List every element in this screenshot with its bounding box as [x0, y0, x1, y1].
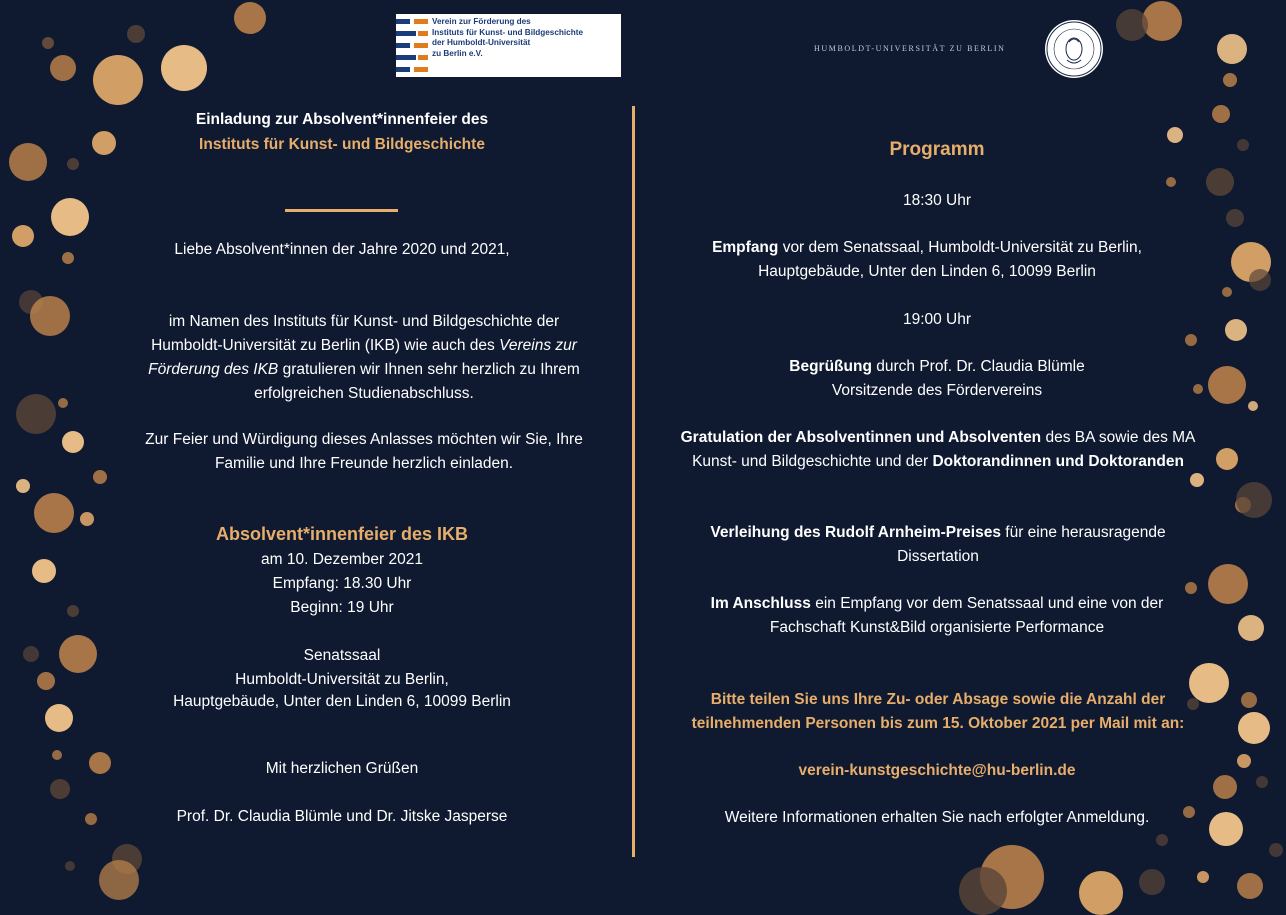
bokeh-dot	[1185, 334, 1197, 346]
item2-line2: Vorsitzende des Fördervereins	[831, 382, 1043, 399]
program-item-empfang	[674, 236, 1180, 284]
bokeh-dot	[1237, 754, 1251, 768]
bokeh-dot	[16, 479, 30, 493]
invitation-paragraph: Zur Feier und Würdigung dieses Anlasses möchten wir Sie, Ihre Familie und Ihre Freunde herzlich einladen.	[145, 431, 583, 472]
verein-logo	[396, 14, 621, 77]
bokeh-dot	[1216, 448, 1238, 470]
footer-info: Weitere Informationen erhalten Sie nach erfolgter Anmeldung.	[724, 809, 1150, 826]
venue-address: Hauptgebäude, Unter den Linden 6, 10099 Berlin	[173, 693, 511, 710]
item3-bold: Gratulation der Absolventinnen und Absolventen	[680, 429, 1042, 446]
bokeh-dot	[1197, 871, 1209, 883]
verein-logo-text: Verein zur Förderung des Instituts für Kunst- und Bildgeschichte der Humboldt-Universität zu Berlin e.V.	[432, 17, 584, 58]
hu-wordmark: HUMBOLDT-UNIVERSITÄT ZU BERLIN	[814, 44, 1006, 53]
invitation-title-line2: Instituts für Kunst- und Bildgeschichte	[199, 136, 485, 153]
item2-bold: Begrüßung	[789, 358, 872, 375]
bokeh-dot	[16, 394, 56, 434]
para1-text-b: gratulieren wir Ihnen sehr herzlich zu Ihrem erfolgreichen Studienabschluss.	[254, 361, 580, 402]
bokeh-dot	[1241, 692, 1257, 708]
bokeh-dot	[1213, 775, 1237, 799]
bokeh-dot	[959, 867, 1007, 915]
bokeh-dot	[1238, 712, 1270, 744]
bokeh-dot	[234, 2, 266, 34]
program-item-begruessung	[672, 355, 1202, 403]
bokeh-dot	[37, 672, 55, 690]
bokeh-dot	[67, 605, 79, 617]
humboldt-seal-icon	[1045, 20, 1103, 78]
bokeh-dot	[34, 493, 74, 533]
bokeh-dot	[1079, 871, 1123, 915]
bokeh-dot	[45, 704, 73, 732]
venue-university: Humboldt-Universität zu Berlin,	[235, 671, 449, 688]
event-reception-time: Empfang: 18.30 Uhr	[272, 575, 412, 592]
program-item-gratulation	[676, 426, 1200, 474]
rsvp-notice: Bitte teilen Sie uns Ihre Zu- oder Absage sowie die Anzahl der teilnehmenden Personen bis zum 15. Oktober 2021 per Mail mit an:	[691, 691, 1185, 732]
title-divider	[285, 209, 398, 212]
item3-bold2: Doktorandinnen und Doktoranden	[932, 453, 1184, 470]
bokeh-dot	[1248, 401, 1258, 411]
bokeh-dot	[161, 45, 207, 91]
bokeh-dot	[1185, 582, 1197, 594]
bokeh-dot	[12, 225, 34, 247]
bokeh-dot	[58, 398, 68, 408]
venue-room: Senatssaal	[303, 647, 381, 664]
bokeh-dot	[1226, 209, 1244, 227]
bokeh-dot	[51, 198, 89, 236]
bokeh-dot	[127, 25, 145, 43]
bokeh-dot	[1166, 177, 1176, 187]
rsvp-email-link[interactable]: verein-kunstgeschichte@hu-berlin.de	[798, 762, 1076, 779]
bokeh-dot	[67, 158, 79, 170]
event-date: am 10. Dezember 2021	[261, 551, 423, 568]
item4-bold: Verleihung des Rudolf Arnheim-Preises	[710, 524, 1001, 541]
bokeh-dot	[85, 813, 97, 825]
bokeh-dot	[1208, 366, 1246, 404]
bokeh-dot	[1236, 482, 1272, 518]
signature: Prof. Dr. Claudia Blümle und Dr. Jitske Jasperse	[176, 808, 508, 825]
bokeh-dot	[1225, 319, 1247, 341]
bokeh-dot	[59, 635, 97, 673]
bokeh-dot	[1190, 473, 1204, 487]
bokeh-dot	[50, 779, 70, 799]
verein-name-italic: Vereins zur Förderung des IKB	[148, 337, 577, 378]
bokeh-dot	[1208, 564, 1248, 604]
bokeh-dot	[89, 752, 111, 774]
bokeh-dot	[30, 296, 70, 336]
bokeh-dot	[1209, 812, 1243, 846]
bokeh-dot	[1156, 834, 1168, 846]
program-item-anschluss	[690, 592, 1184, 640]
bokeh-dot	[23, 646, 39, 662]
bokeh-dot	[50, 55, 76, 81]
event-start-time: Beginn: 19 Uhr	[290, 599, 394, 616]
bokeh-dot	[93, 55, 143, 105]
bokeh-dot	[1222, 287, 1232, 297]
column-divider	[632, 106, 635, 857]
greeting: Liebe Absolvent*innen der Jahre 2020 und 2021,	[174, 241, 510, 258]
item3-text: des BA sowie des MA Kunst- und Bildgeschichte und der	[692, 429, 1196, 470]
bokeh-dot	[1238, 615, 1264, 641]
bokeh-dot	[1212, 105, 1230, 123]
item4-text: für eine herausragende Dissertation	[897, 524, 1166, 565]
item2-text: durch Prof. Dr. Claudia Blümle	[876, 358, 1085, 375]
program-item-preis	[676, 521, 1200, 569]
bokeh-dot	[80, 512, 94, 526]
bokeh-dot	[42, 37, 54, 49]
bokeh-dot	[1237, 873, 1263, 899]
bokeh-dot	[32, 559, 56, 583]
time-1900: 19:00 Uhr	[902, 311, 972, 328]
invitation-title-line1: Einladung zur Absolvent*innenfeier des	[195, 111, 489, 128]
bokeh-dot	[1269, 843, 1283, 857]
congratulation-paragraph	[134, 310, 594, 406]
bokeh-dot	[65, 861, 75, 871]
item5-bold: Im Anschluss	[710, 595, 811, 612]
bokeh-dot	[1116, 9, 1148, 41]
bokeh-dot	[1142, 1, 1182, 41]
bokeh-dot	[1256, 776, 1268, 788]
closing-greeting: Mit herzlichen Grüßen	[265, 760, 419, 777]
bokeh-dot	[1237, 139, 1249, 151]
item1-text: vor dem Senatssaal, Humboldt-Universität zu Berlin, Hauptgebäude, Unter den Linden 6, 10099 Berlin	[758, 239, 1142, 280]
bokeh-dot	[1249, 269, 1271, 291]
bokeh-dot	[1139, 869, 1165, 895]
time-1830: 18:30 Uhr	[902, 192, 972, 209]
bokeh-dot	[1223, 73, 1237, 87]
bokeh-dot	[9, 143, 47, 181]
bokeh-dot	[52, 750, 62, 760]
item1-bold: Empfang	[712, 239, 779, 256]
programm-heading: Programm	[889, 139, 985, 160]
item5-text: ein Empfang vor dem Senatssaal und eine von der Fachschaft Kunst&Bild organisierte Performance	[769, 595, 1164, 636]
bokeh-dot	[62, 252, 74, 264]
bokeh-dot	[1217, 34, 1247, 64]
bokeh-dot	[99, 860, 139, 900]
para1-text-a: im Namen des Instituts für Kunst- und Bildgeschichte der Humboldt-Universität zu Berlin (IKB) wie auch des	[151, 313, 560, 354]
bokeh-dot	[62, 431, 84, 453]
bokeh-dot	[93, 470, 107, 484]
event-title: Absolvent*innenfeier des IKB	[215, 524, 469, 544]
bokeh-dot	[1206, 168, 1234, 196]
